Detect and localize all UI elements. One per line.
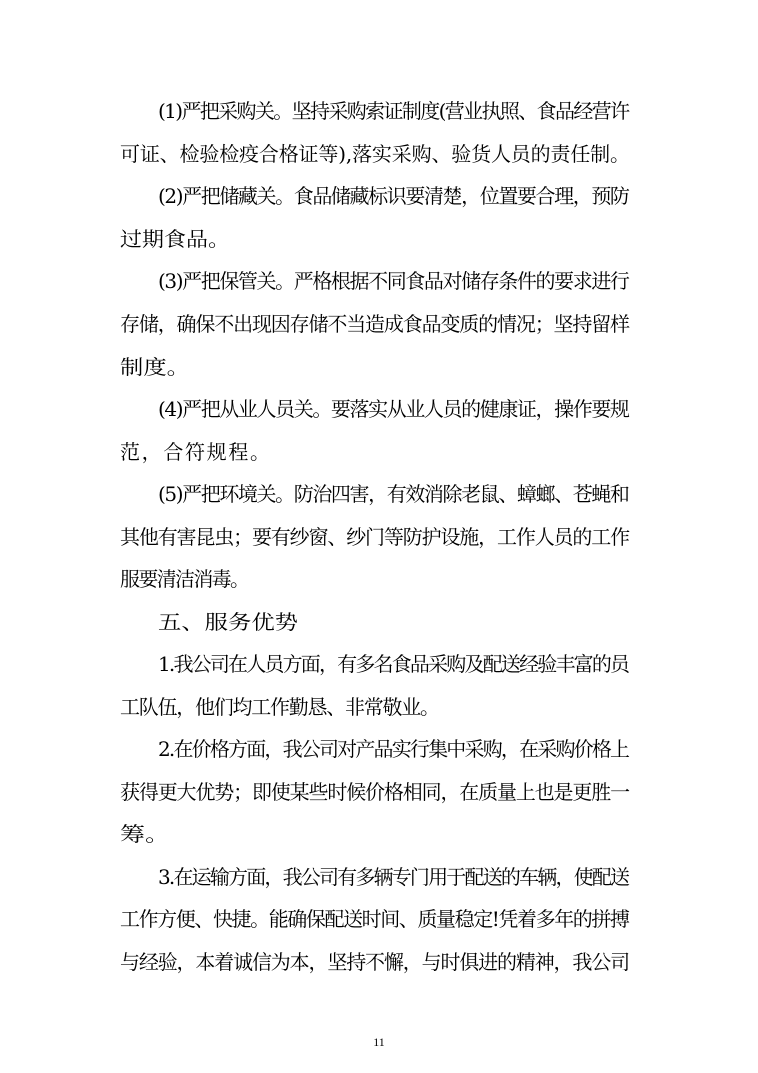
text-line: 工作方便、快捷。能确保配送时间、质量稳定!凭着多年的拼搏 <box>120 907 629 931</box>
section-title: 五、服务优势 <box>158 610 299 634</box>
paragraph-3-line-1 <box>0 266 758 296</box>
paragraph-1-line-1 <box>0 96 758 126</box>
page-number: 11 <box>373 1035 385 1049</box>
text-line: (4)严把从业人员关。要落实从业人员的健康证，操作要规 <box>158 397 629 421</box>
text-line: 其他有害昆虫；要有纱窗、纱门等防护设施，工作人员的工作 <box>120 525 629 549</box>
section-heading <box>0 607 758 637</box>
text-line: 3.在运输方面，我公司有多辆专门用于配送的车辆，使配送 <box>158 865 629 889</box>
text-line: 2.在价格方面，我公司对产品实行集中采购，在采购价格上 <box>158 737 629 761</box>
advantage-1-line-1 <box>0 649 758 679</box>
paragraph-3-line-2 <box>0 309 758 339</box>
text-line: 服要清洁消毒。 <box>120 567 249 591</box>
advantage-2-line-3 <box>0 819 758 849</box>
paragraph-4-line-1 <box>0 394 758 424</box>
paragraph-5-line-3 <box>0 564 758 594</box>
text-line: (3)严把保管关。严格根据不同食品对储存条件的要求进行 <box>158 269 629 293</box>
paragraph-2-line-2 <box>0 224 758 254</box>
text-line: 工队伍，他们均工作勤恳、非常敬业。 <box>120 695 439 719</box>
text-line: 筹。 <box>120 822 170 846</box>
advantage-3-line-1 <box>0 862 758 892</box>
advantage-2-line-1 <box>0 734 758 764</box>
paragraph-3-line-3 <box>0 352 758 382</box>
paragraph-5-line-2 <box>0 522 758 552</box>
paragraph-2-line-1 <box>0 181 758 211</box>
paragraph-5-line-1 <box>0 479 758 509</box>
advantage-3-line-2 <box>0 904 758 934</box>
text-line: (1)严把采购关。坚持采购索证制度(营业执照、食品经营许 <box>158 99 629 123</box>
text-line: 范，合符规程。 <box>120 440 272 464</box>
text-line: (5)严把环境关。防治四害，有效消除老鼠、蟑螂、苍蝇和 <box>158 482 629 506</box>
paragraph-1-line-2 <box>0 139 758 169</box>
text-line: 1.我公司在人员方面，有多名食品采购及配送经验丰富的员 <box>158 652 629 676</box>
paragraph-4-line-2 <box>0 437 758 467</box>
advantage-1-line-2 <box>0 692 758 722</box>
text-line: 存储，确保不出现因存储不当造成食品变质的情况；坚持留样 <box>120 312 629 336</box>
text-line: 制度。 <box>120 355 191 379</box>
text-line: 过期食品。 <box>120 227 230 251</box>
text-line: 与经验，本着诚信为本，坚持不懈，与时俱进的精神，我公司 <box>120 950 629 974</box>
text-line: 可证、检验检疫合格证等),落实采购、验货人员的责任制。 <box>120 142 630 166</box>
text-line: (2)严把储藏关。食品储藏标识要清楚，位置要合理，预防 <box>158 184 629 208</box>
advantage-2-line-2 <box>0 777 758 807</box>
text-line: 获得更大优势；即使某些时候价格相同，在质量上也是更胜一 <box>120 780 629 804</box>
advantage-3-line-3 <box>0 947 758 977</box>
